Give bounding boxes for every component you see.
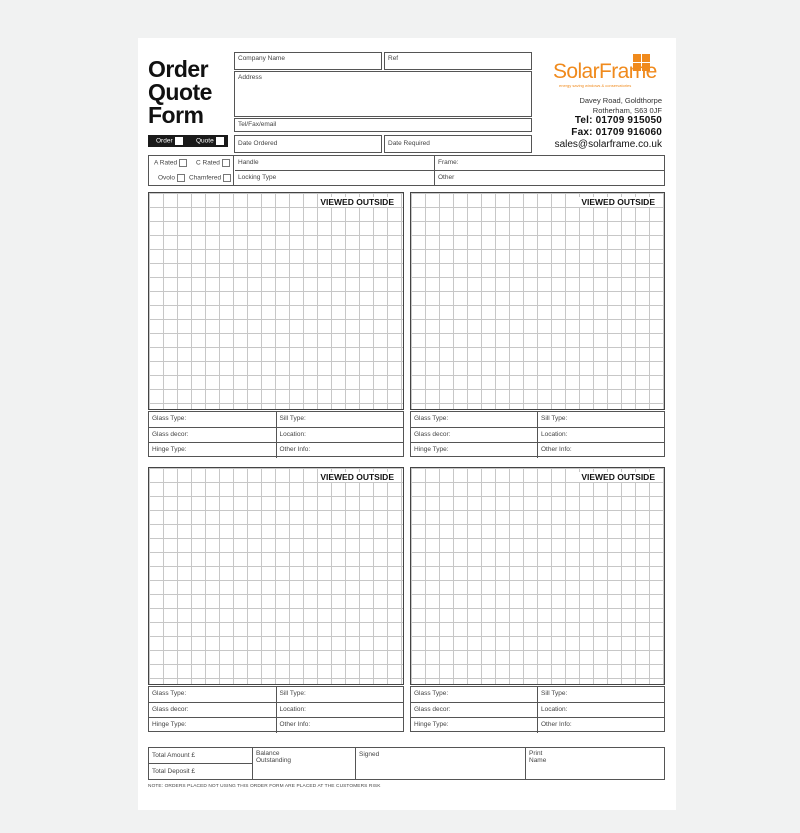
c-rated-option[interactable]: C Rated (193, 157, 233, 169)
sill-type-field[interactable]: Sill Type: (276, 412, 404, 427)
glass-decor-field[interactable]: Glass decor: (152, 430, 189, 438)
panel-details-2 (410, 411, 665, 457)
sill-type-field[interactable]: Sill Type: (537, 412, 664, 427)
location-field[interactable]: Location: (276, 428, 404, 443)
drawing-grid-1[interactable] (148, 192, 404, 410)
location-field[interactable]: Location: (537, 703, 664, 718)
ovolo-option[interactable]: Ovolo (155, 172, 188, 184)
drawing-grid-2[interactable] (410, 192, 665, 410)
panel-details-1 (148, 411, 404, 457)
glass-type-field[interactable]: Glass Type: (152, 415, 187, 422)
drawing-grid-3[interactable] (148, 467, 404, 685)
chamfered-checkbox[interactable] (223, 174, 231, 182)
order-checkbox[interactable] (175, 137, 183, 145)
other-info-field[interactable]: Other Info: (537, 443, 664, 458)
quote-checkbox[interactable] (216, 137, 224, 145)
viewed-outside-label: VIEWED OUTSIDE (320, 472, 394, 482)
company-tel: Tel: 01709 915050 (574, 115, 662, 126)
company-name-field[interactable]: Company Name (234, 52, 382, 70)
frame-field[interactable]: Frame: (435, 156, 664, 171)
tel-fax-email-field[interactable]: Tel/Fax/email (234, 118, 532, 132)
hinge-type-field[interactable]: Hinge Type: (414, 446, 449, 453)
title-line-order: Order (148, 56, 209, 82)
company-email: sales@solarframe.co.uk (554, 139, 662, 150)
panel-details-4 (410, 686, 665, 732)
quote-option[interactable]: Quote (196, 137, 224, 145)
viewed-outside-label: VIEWED OUTSIDE (320, 197, 394, 207)
other-info-field[interactable]: Other Info: (276, 443, 404, 458)
totals-table (148, 747, 665, 780)
rating-options (149, 156, 234, 185)
other-info-field[interactable]: Other Info: (276, 718, 404, 733)
other-info-field[interactable]: Other Info: (537, 718, 664, 733)
other-field[interactable]: Other (438, 174, 455, 181)
locking-type-field[interactable]: Locking Type (235, 171, 435, 185)
address-field[interactable]: Address (234, 71, 532, 117)
print-name-field[interactable]: Print Name (529, 750, 547, 764)
hinge-type-field[interactable]: Hinge Type: (152, 721, 187, 728)
company-fax: Fax: 01709 916060 (571, 127, 662, 138)
a-rated-checkbox[interactable] (179, 159, 187, 167)
viewed-outside-label: VIEWED OUTSIDE (581, 197, 655, 207)
order-form-sheet (138, 38, 676, 810)
title-line-quote: Quote (148, 79, 212, 105)
ovolo-checkbox[interactable] (177, 174, 185, 182)
viewed-outside-label: VIEWED OUTSIDE (581, 472, 655, 482)
footer-note: NOTE: ORDERS PLACED NOT USING THIS ORDER FORM ARE PLACED AT THE CUSTOMERS RISK (148, 784, 381, 789)
drawing-grid-4[interactable] (410, 467, 665, 685)
balance-outstanding-field[interactable]: Balance Outstanding (253, 748, 356, 779)
a-rated-option[interactable]: A Rated (151, 157, 190, 169)
total-deposit-field[interactable]: Total Deposit £ (149, 764, 253, 779)
c-rated-checkbox[interactable] (222, 159, 230, 167)
glass-decor-field[interactable]: Glass decor: (414, 705, 451, 713)
sill-type-field[interactable]: Sill Type: (537, 687, 664, 702)
total-amount-field[interactable]: Total Amount £ (149, 748, 253, 764)
date-required-field[interactable]: Date Required (384, 135, 532, 153)
signed-field[interactable]: Signed (356, 748, 526, 779)
handle-field[interactable]: Handle (235, 156, 435, 171)
chamfered-option[interactable]: Chamfered (186, 172, 234, 184)
hinge-type-field[interactable]: Hinge Type: (414, 721, 449, 728)
options-table (148, 155, 665, 186)
company-address-line2: Rotherham, S63 0JF (592, 106, 662, 115)
company-address-line1: Davey Road, Goldthorpe (579, 96, 662, 105)
glass-type-field[interactable]: Glass Type: (152, 690, 187, 697)
glass-decor-field[interactable]: Glass decor: (152, 705, 189, 713)
panel-details-3 (148, 686, 404, 732)
hinge-type-field[interactable]: Hinge Type: (152, 446, 187, 453)
ref-field[interactable]: Ref (384, 52, 532, 70)
glass-type-field[interactable]: Glass Type: (414, 415, 449, 422)
company-tagline: energy saving windows & conservatories (559, 83, 632, 88)
sill-type-field[interactable]: Sill Type: (276, 687, 404, 702)
location-field[interactable]: Location: (276, 703, 404, 718)
glass-decor-field[interactable]: Glass decor: (414, 430, 451, 438)
location-field[interactable]: Location: (537, 428, 664, 443)
company-brand: SolarFrame (553, 60, 657, 83)
glass-type-field[interactable]: Glass Type: (414, 690, 449, 697)
order-option[interactable]: Order (156, 137, 183, 145)
title-line-form: Form (148, 102, 204, 128)
date-ordered-field[interactable]: Date Ordered (234, 135, 382, 153)
form-title (148, 58, 212, 127)
order-quote-toggle (148, 135, 228, 147)
